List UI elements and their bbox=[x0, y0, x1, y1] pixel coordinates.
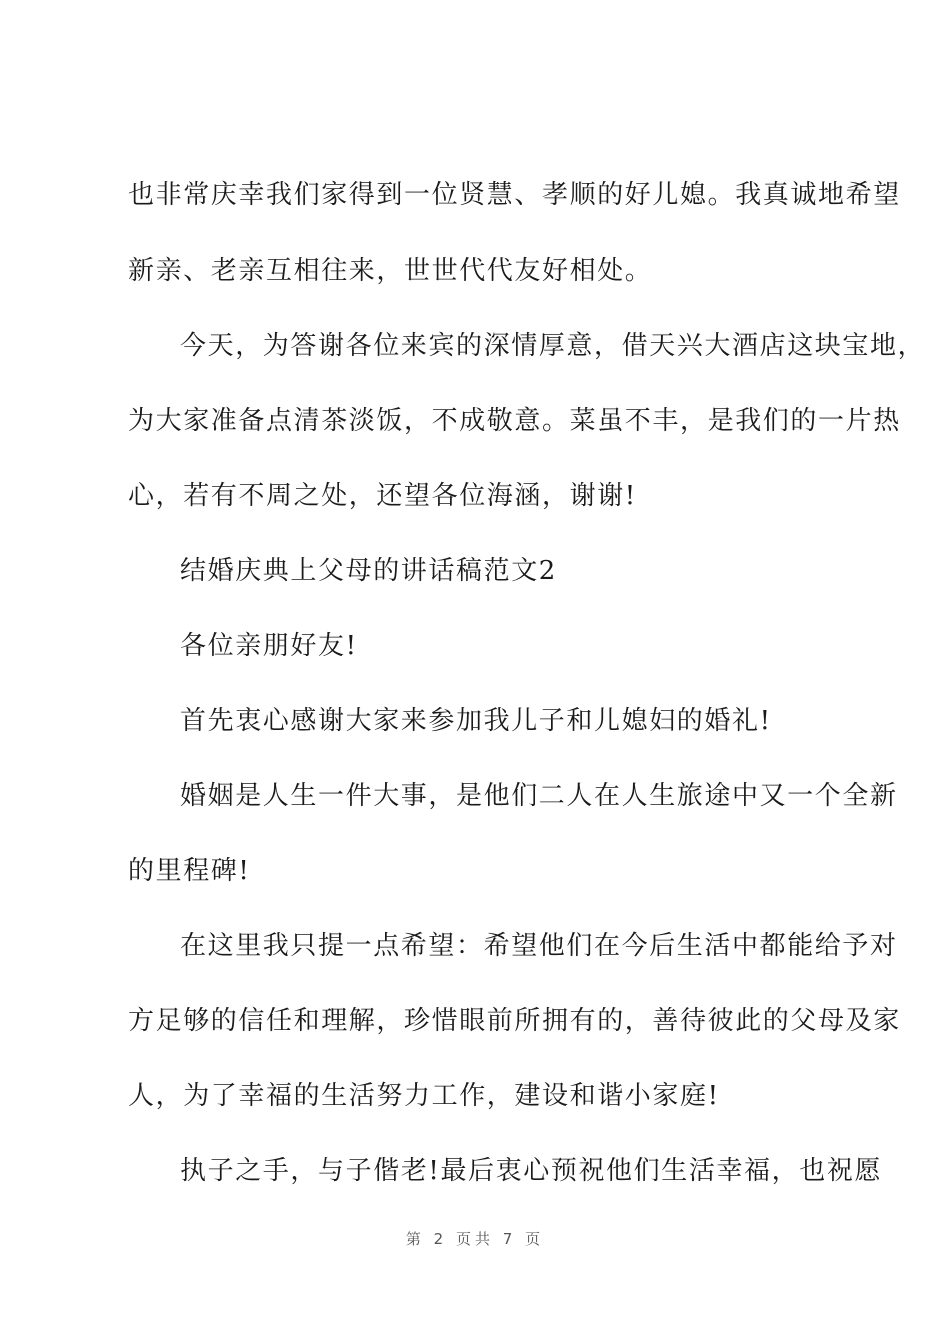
text-line: 的里程碑! bbox=[128, 856, 251, 886]
text-line: 各位亲朋好友! bbox=[180, 631, 358, 661]
text-line: 首先衷心感谢大家来参加我儿子和儿媳妇的婚礼! bbox=[180, 706, 772, 736]
text-line: 方足够的信任和理解，珍惜眼前所拥有的，善待彼此的父母及家 bbox=[128, 1006, 901, 1036]
text-line: 也非常庆幸我们家得到一位贤慧、孝顺的好儿媳。我真诚地希望 bbox=[128, 180, 901, 210]
text-line: 执子之手，与子偕老!最后衷心预祝他们生活幸福，也祝愿 bbox=[180, 1156, 883, 1186]
section-heading: 结婚庆典上父母的讲话稿范文2 bbox=[180, 556, 557, 586]
text-line: 婚姻是人生一件大事，是他们二人在人生旅途中又一个全新 bbox=[180, 781, 898, 811]
text-line: 新亲、老亲互相往来，世世代代友好相处。 bbox=[128, 256, 653, 286]
text-line: 心，若有不周之处，还望各位海涵，谢谢! bbox=[128, 481, 637, 511]
text-line: 今天，为答谢各位来宾的深情厚意，借天兴大酒店这块宝地， bbox=[180, 331, 926, 361]
text-line: 人，为了幸福的生活努力工作，建设和谐小家庭! bbox=[128, 1081, 720, 1111]
page-number-footer: 第 2 页共 7 页 bbox=[405, 1230, 545, 1248]
text-line: 为大家准备点清茶淡饭，不成敬意。菜虽不丰，是我们的一片热 bbox=[128, 406, 901, 436]
text-line: 在这里我只提一点希望：希望他们在今后生活中都能给予对 bbox=[180, 931, 898, 961]
